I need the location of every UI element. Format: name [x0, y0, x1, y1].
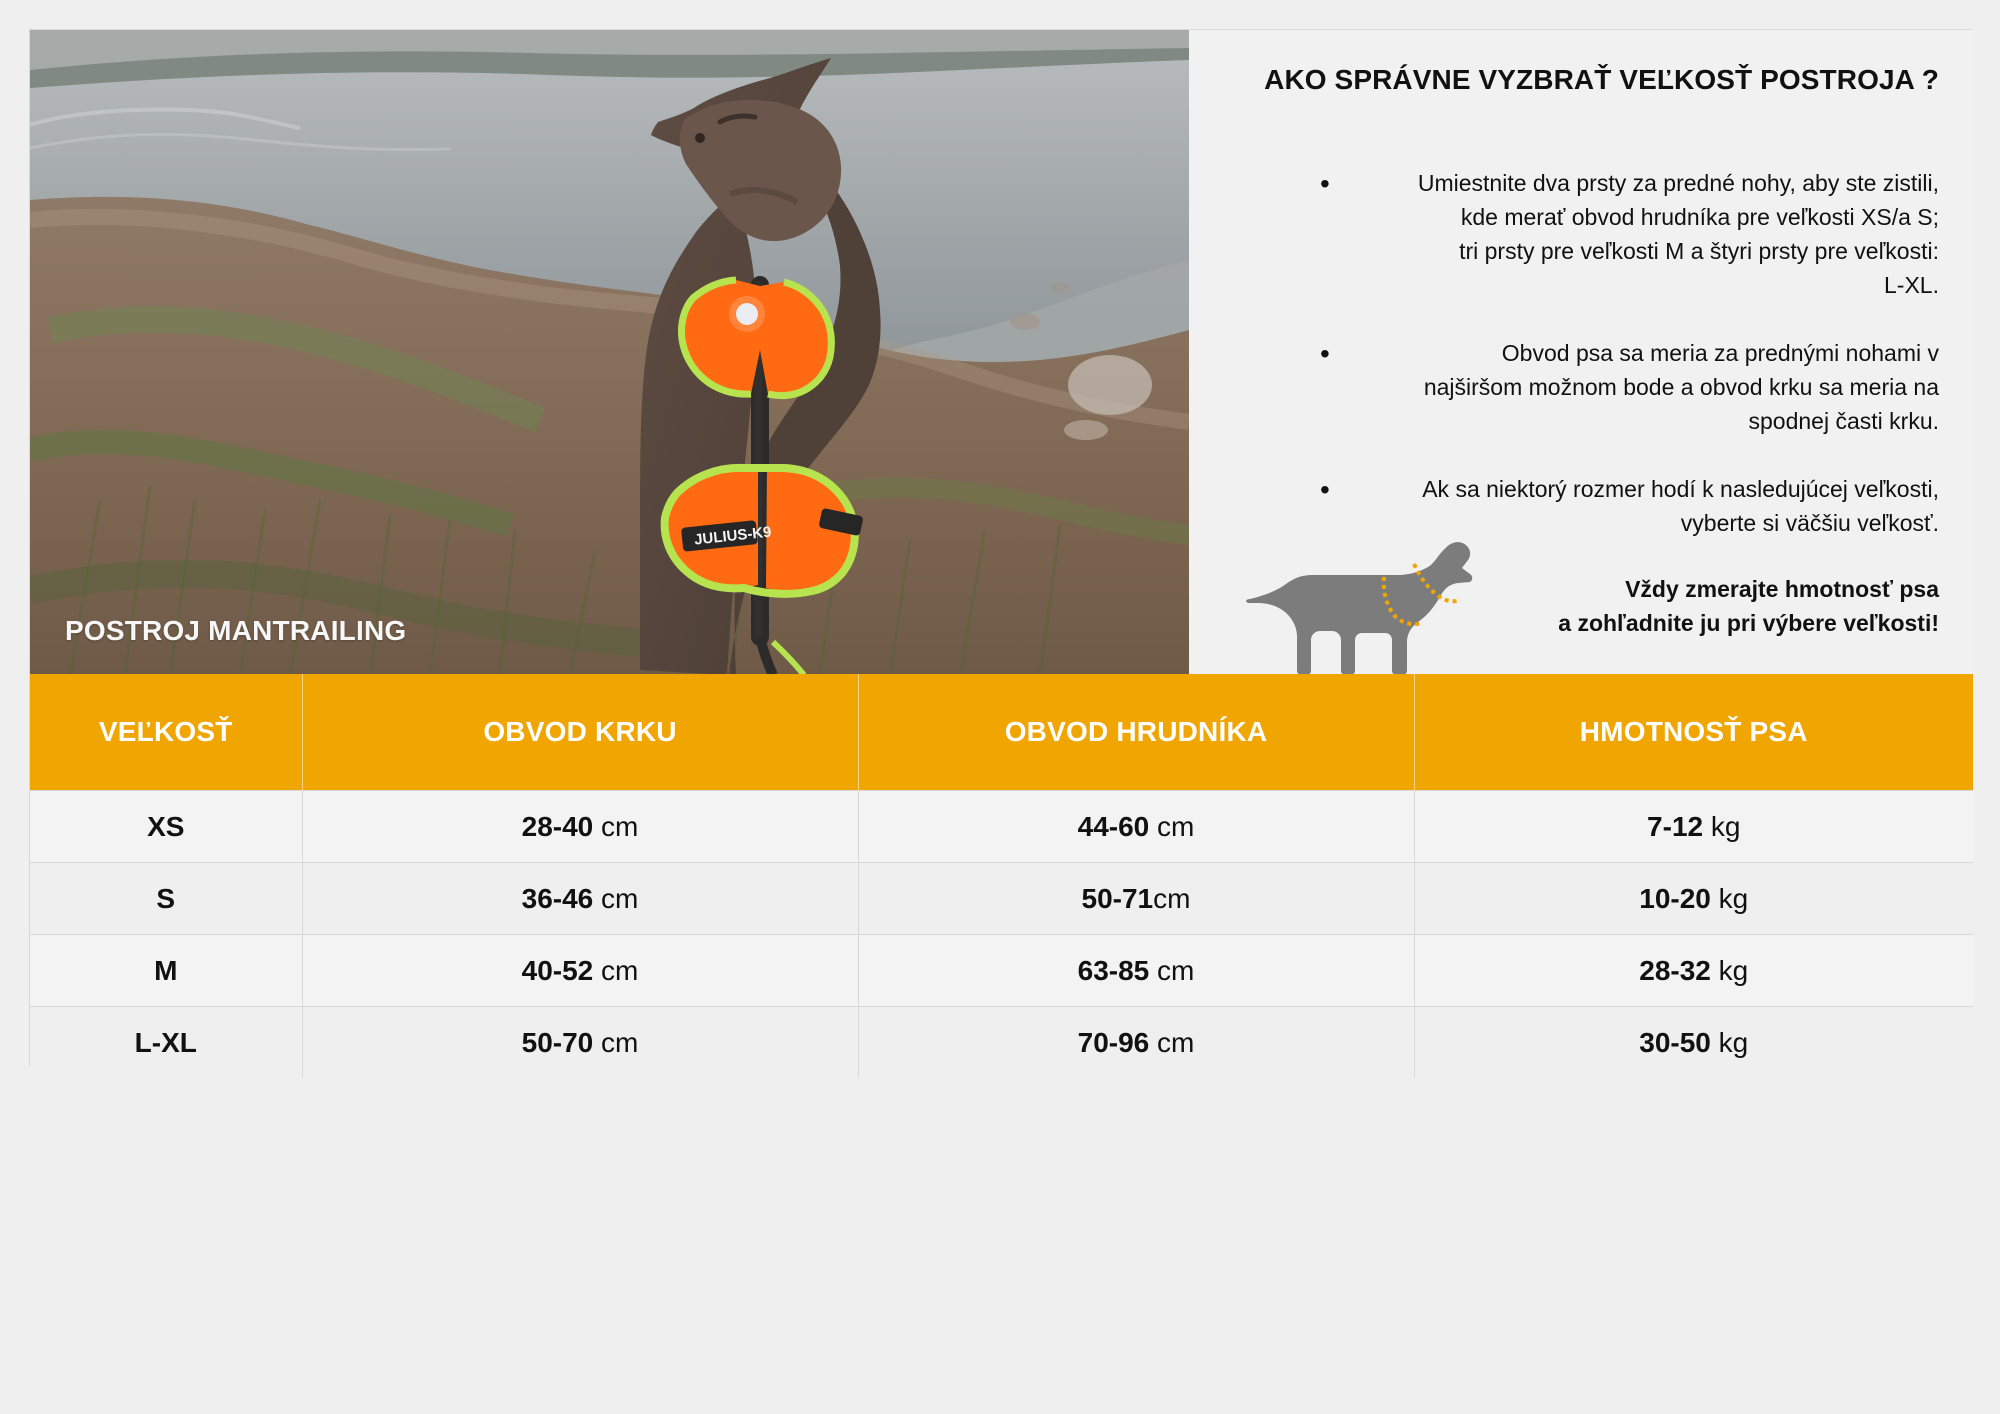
weight-unit: kg: [1710, 1026, 1749, 1058]
size-table: [30, 674, 1973, 1078]
instruction-line: Ak sa niektorý rozmer hodí k nasledujúcej veľkosti,: [1422, 476, 1939, 502]
chest-cell: [858, 1007, 1414, 1079]
bullet-icon: •: [1320, 168, 1330, 199]
weight-reminder-line-1: Vždy zmerajte hmotnosť psa: [1625, 576, 1939, 602]
size-guide-header: [29, 29, 1972, 674]
neck-cell: [302, 935, 858, 1007]
chest-value: 44-60: [1077, 810, 1150, 842]
neck-unit: cm: [593, 954, 639, 986]
size-cell: M: [30, 935, 302, 1007]
column-header-chest: OBVOD HRUDNÍKA: [858, 674, 1414, 791]
chest-cell: [858, 863, 1414, 935]
neck-value: 40-52: [521, 954, 594, 986]
neck-value: 36-46: [521, 882, 594, 914]
instruction-line: L-XL.: [1884, 272, 1939, 298]
weight-value: 10-20: [1639, 882, 1711, 914]
measurement-instructions: [1317, 166, 1939, 574]
size-cell: XS: [30, 791, 302, 863]
table-row: [30, 1007, 1973, 1079]
neck-cell: [302, 1007, 858, 1079]
instruction-line: Obvod psa sa meria za prednými nohami v: [1501, 340, 1939, 366]
dog-photo-illustration: [30, 30, 1189, 675]
weight-value: 30-50: [1639, 1026, 1711, 1058]
size-guide-info-panel: [1189, 30, 1973, 675]
table-row: [30, 863, 1973, 935]
weight-unit: kg: [1710, 882, 1749, 914]
chest-value: 63-85: [1077, 954, 1150, 986]
photo-caption: POSTROJ MANTRAILING: [65, 615, 407, 646]
neck-value: 28-40: [521, 810, 594, 842]
instruction-item-1: [1317, 166, 1939, 302]
weight-reminder-line-2: a zohľadnite ju pri výbere veľkosti!: [1558, 610, 1939, 636]
instruction-line: kde merať obvod hrudníka pre veľkosti XS/a S;: [1460, 204, 1939, 230]
size-table-section: [29, 674, 1972, 1066]
chest-unit: cm: [1149, 810, 1195, 842]
weight-value: 7-12: [1647, 810, 1704, 842]
chest-value: 50-71: [1081, 882, 1154, 914]
chest-cell: [858, 935, 1414, 1007]
neck-unit: cm: [593, 810, 639, 842]
neck-value: 50-70: [521, 1026, 594, 1058]
weight-cell: [1414, 935, 1973, 1007]
chest-value: 70-96: [1077, 1026, 1150, 1058]
weight-cell: [1414, 791, 1973, 863]
chest-unit: cm: [1153, 882, 1191, 914]
instruction-item-2: [1317, 336, 1939, 438]
table-row: [30, 935, 1973, 1007]
instruction-line: tri prsty pre veľkosti M a štyri prsty pre veľkosti:: [1459, 238, 1939, 264]
chest-unit: cm: [1149, 1026, 1195, 1058]
column-header-size: VEĽKOSŤ: [30, 674, 302, 791]
bullet-icon: •: [1320, 474, 1330, 505]
weight-value: 28-32: [1639, 954, 1711, 986]
weight-cell: [1414, 863, 1973, 935]
size-cell: L-XL: [30, 1007, 302, 1079]
instruction-line: vyberte si väčšiu veľkosť.: [1680, 510, 1939, 536]
table-header-row: [30, 674, 1973, 791]
instruction-line: Umiestnite dva prsty za predné nohy, aby ste zistili,: [1417, 170, 1939, 196]
table-row: [30, 791, 1973, 863]
chest-unit: cm: [1149, 954, 1195, 986]
weight-reminder: [1419, 572, 1939, 640]
neck-cell: [302, 863, 858, 935]
neck-unit: cm: [593, 882, 639, 914]
column-header-neck: OBVOD KRKU: [302, 674, 858, 791]
neck-cell: [302, 791, 858, 863]
harness-brand-label: JULIUS-K9: [693, 523, 773, 549]
size-cell: S: [30, 863, 302, 935]
chest-cell: [858, 791, 1414, 863]
instruction-line: najširšom možnom bode a obvod krku sa meria na: [1423, 374, 1939, 400]
size-guide-sheet: [29, 29, 1972, 1066]
column-header-weight: HMOTNOSŤ PSA: [1414, 674, 1973, 791]
weight-unit: kg: [1710, 954, 1749, 986]
instruction-line: spodnej časti krku.: [1748, 408, 1939, 434]
weight-cell: [1414, 1007, 1973, 1079]
neck-unit: cm: [593, 1026, 639, 1058]
size-guide-title: AKO SPRÁVNE VYZBRAŤ VEĽKOSŤ POSTROJA ?: [1264, 64, 1939, 95]
dog-photo: [30, 30, 1189, 675]
bullet-icon: •: [1320, 338, 1330, 369]
weight-unit: kg: [1703, 810, 1741, 842]
